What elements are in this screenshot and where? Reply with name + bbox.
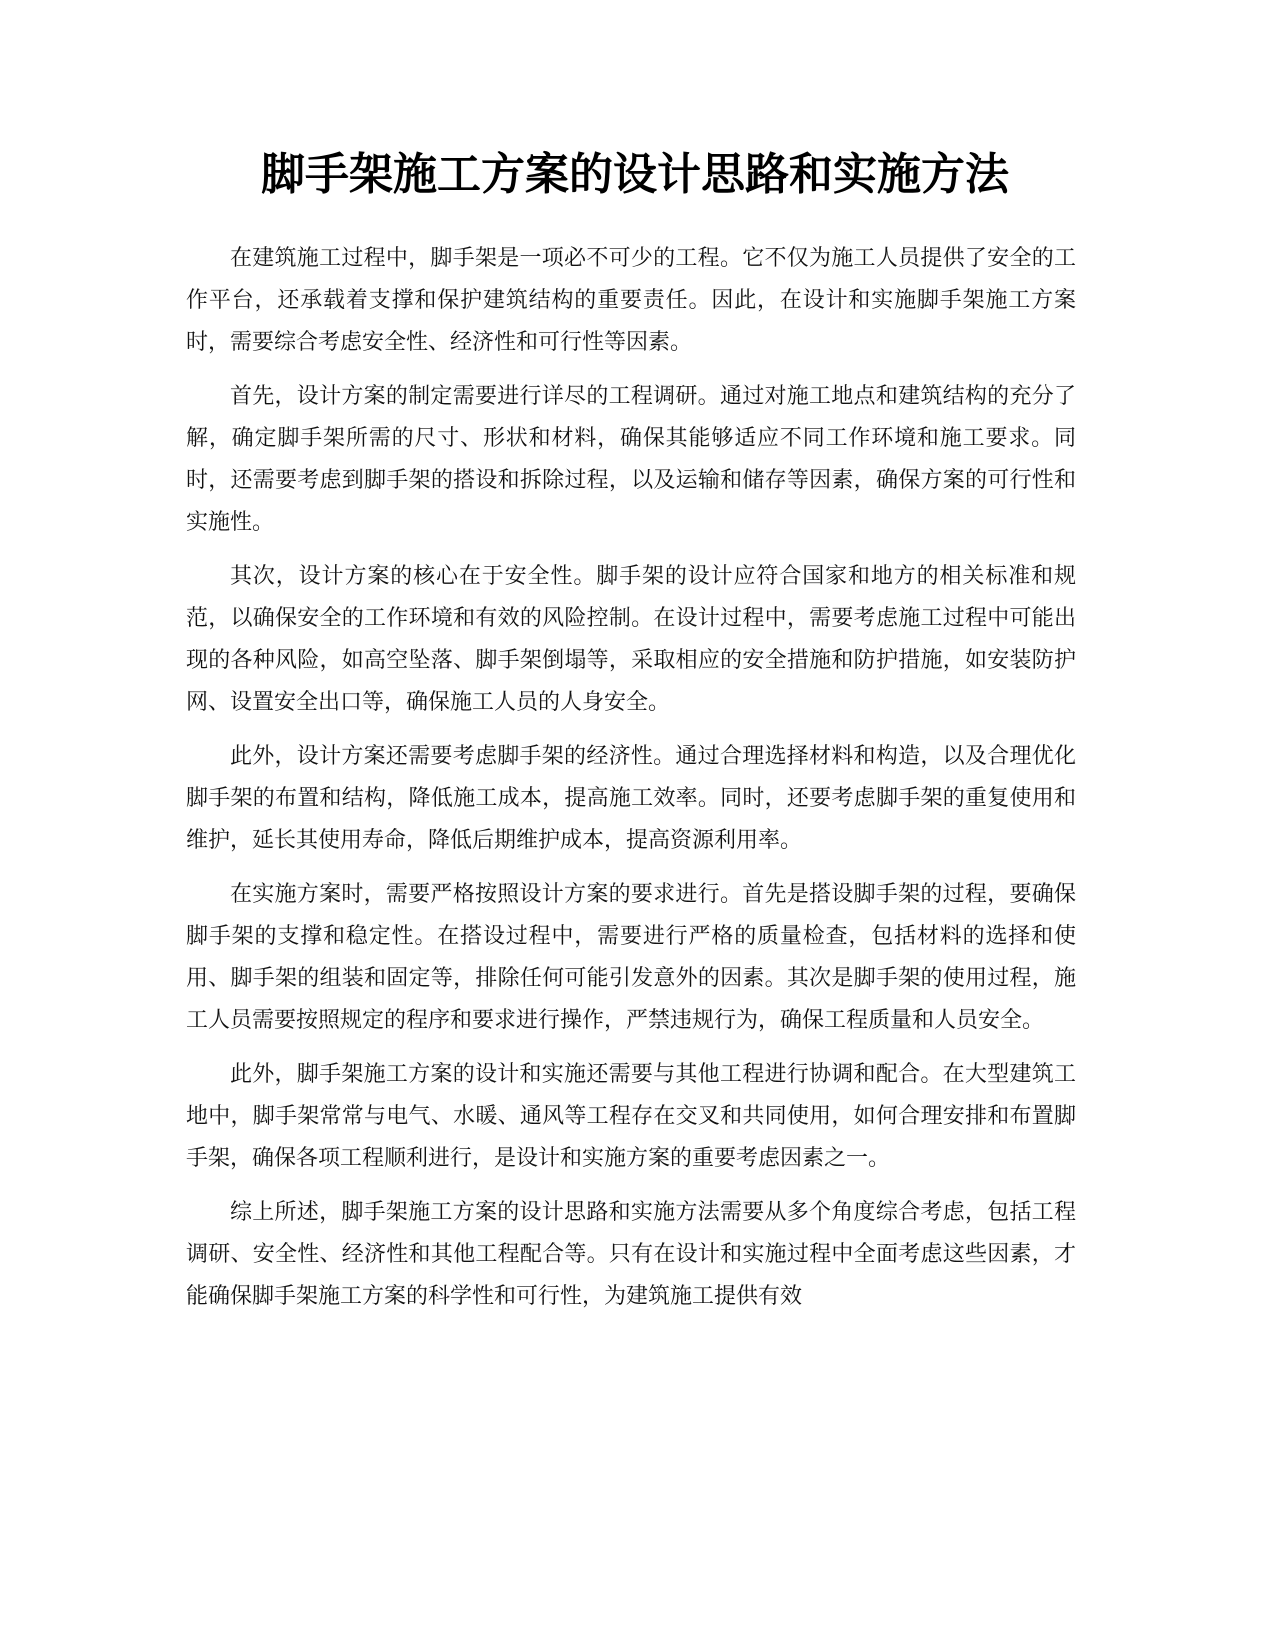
paragraph-6: 此外，脚手架施工方案的设计和实施还需要与其他工程进行协调和配合。在大型建筑工地中，脚手架常常与电气、水暖、通风等工程存在交叉和共同使用，如何合理安排和布置脚手架，确保各项工程顺利进行，是设计和实施方案的重要考虑因素之一。 bbox=[186, 1062, 1076, 1171]
document-body bbox=[186, 238, 1076, 1330]
paragraph-5: 在实施方案时，需要严格按照设计方案的要求进行。首先是搭设脚手架的过程，要确保脚手架的支撑和稳定性。在搭设过程中，需要进行严格的质量检查，包括材料的选择和使用、脚手架的组装和固定等，排除任何可能引发意外的因素。其次是脚手架的使用过程，施工人员需要按照规定的程序和要求进行操作，严禁违规行为，确保工程质量和人员安全。 bbox=[186, 882, 1076, 1033]
paragraph-4: 此外，设计方案还需要考虑脚手架的经济性。通过合理选择材料和构造，以及合理优化脚手架的布置和结构，降低施工成本，提高施工效率。同时，还要考虑脚手架的重复使用和维护，延长其使用寿命，降低后期维护成本，提高资源利用率。 bbox=[186, 744, 1076, 853]
paragraph-2: 首先，设计方案的制定需要进行详尽的工程调研。通过对施工地点和建筑结构的充分了解，确定脚手架所需的尺寸、形状和材料，确保其能够适应不同工作环境和施工要求。同时，还需要考虑到脚手架的搭设和拆除过程，以及运输和储存等因素，确保方案的可行性和实施性。 bbox=[186, 384, 1076, 535]
paragraph-7: 综上所述，脚手架施工方案的设计思路和实施方法需要从多个角度综合考虑，包括工程调研、安全性、经济性和其他工程配合等。只有在设计和实施过程中全面考虑这些因素，才能确保脚手架施工方案的科学性和可行性，为建筑施工提供有效 bbox=[186, 1200, 1076, 1309]
paragraph-1: 在建筑施工过程中，脚手架是一项必不可少的工程。它不仅为施工人员提供了安全的工作平台，还承载着支撑和保护建筑结构的重要责任。因此，在设计和实施脚手架施工方案时，需要综合考虑安全性、经济性和可行性等因素。 bbox=[186, 246, 1076, 355]
document-title: 脚手架施工方案的设计思路和实施方法 bbox=[261, 149, 1009, 200]
paragraph-3: 其次，设计方案的核心在于安全性。脚手架的设计应符合国家和地方的相关标准和规范，以确保安全的工作环境和有效的风险控制。在设计过程中，需要考虑施工过程中可能出现的各种风险，如高空坠落、脚手架倒塌等，采取相应的安全措施和防护措施，如安装防护网、设置安全出口等，确保施工人员的人身安全。 bbox=[186, 564, 1076, 715]
